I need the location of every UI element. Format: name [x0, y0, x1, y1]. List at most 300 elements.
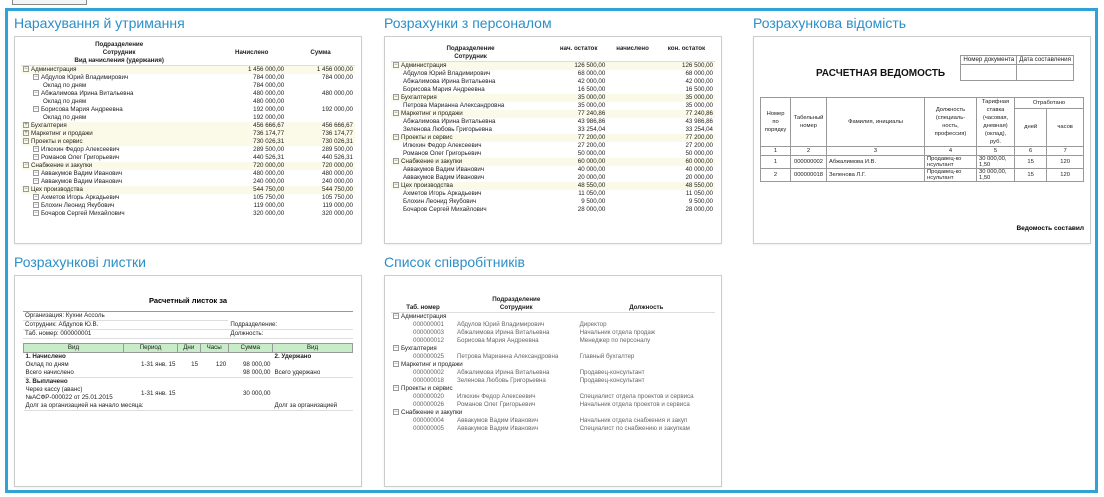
emp-cell-n: 000000025 — [413, 353, 444, 360]
ved-table — [760, 97, 1084, 182]
ved-cell-tab: 000000018 — [791, 169, 827, 182]
list-emp: Сотрудник: Абдулов Ю.В. — [23, 321, 228, 330]
pers-h1: Подразделение — [446, 45, 495, 52]
pers-row-text: Ахметов Игорь Аркадьевич — [403, 190, 482, 197]
pers-row — [391, 62, 715, 71]
card-list-preview[interactable] — [14, 275, 362, 487]
nach-row-text: Проекты и сервис — [31, 138, 83, 145]
emp-row — [391, 329, 715, 337]
emp-cell-p: Продавец-консультант — [579, 369, 645, 376]
pers-table — [391, 45, 715, 214]
list-pay-period: 1-31 янв. 15 — [141, 390, 176, 397]
tree-toggle-icon[interactable]: − — [34, 154, 38, 161]
list-h-period: Период — [124, 344, 178, 353]
nach-row-b: 730 026,31 — [322, 138, 353, 145]
pers-row-label — [391, 86, 550, 94]
pers-row-accrued — [607, 142, 658, 150]
card-nach[interactable] — [14, 14, 364, 246]
nach-row-a: 730 026,31 — [253, 138, 285, 145]
nach-row — [21, 146, 355, 154]
nach-row-text: Аввакумов Вадим Иванович — [41, 170, 123, 177]
nach-row-b: 192 000,00 — [322, 106, 353, 113]
pers-row-label — [391, 110, 550, 118]
nach-row — [21, 154, 355, 162]
top-button[interactable] — [12, 0, 87, 5]
emp-group-row — [391, 409, 715, 417]
nach-row-b: 240 000,00 — [322, 178, 353, 185]
nach-row — [21, 106, 355, 114]
emp-cell-f: Петрова Марианна Александровна — [456, 353, 559, 360]
nach-row — [21, 122, 355, 130]
nach-row-label — [21, 74, 217, 82]
ved-row — [761, 156, 1084, 169]
nach-row-text: Аввакумов Вадим Иванович — [41, 178, 123, 185]
emp-group-label — [391, 385, 715, 393]
nach-row-text: Цех производства — [31, 186, 83, 193]
emp-group-text: Проекты и сервис — [401, 385, 453, 392]
ved-docdate: Дата составления — [1017, 56, 1074, 65]
tree-toggle-icon[interactable]: − — [394, 345, 398, 352]
nach-row-a: 320 000,00 — [253, 210, 285, 217]
nach-col-b: Сумма — [310, 49, 331, 56]
card-nach-title[interactable]: Нарахування й утримання — [14, 15, 185, 31]
list-pos: Должность: — [228, 330, 353, 339]
tree-toggle-icon[interactable]: − — [34, 194, 38, 201]
emp-cell-p: Специалист по снабжению и закупкам — [579, 425, 690, 432]
pers-row-accrued — [607, 126, 658, 134]
emp-cell-p: Начальник отдела проектов и сервиса — [579, 401, 690, 408]
nach-col-a: Начислено — [235, 49, 269, 56]
pers-row-start: 68 000,00 — [577, 70, 606, 77]
ved-cell-n: 2 — [761, 169, 791, 182]
list-s1: 1. Начислено — [25, 353, 66, 360]
nach-row — [21, 90, 355, 98]
nach-row-a: 784 000,00 — [253, 82, 285, 89]
pers-row-label — [391, 166, 550, 174]
emp-group-label — [391, 361, 715, 369]
emp-group-row — [391, 345, 715, 353]
tree-toggle-icon[interactable]: − — [394, 134, 398, 141]
list-total-u: Всего удержано — [274, 369, 321, 376]
emp-cell-n: 000000020 — [413, 393, 444, 400]
list-h-vid: Вид — [24, 344, 124, 353]
ved-footer: Ведомость составил — [1016, 225, 1084, 232]
emp-row — [391, 353, 715, 361]
pers-row-text: Абдулов Юрий Владимирович — [403, 70, 491, 77]
ved-docbox — [960, 55, 1074, 81]
list-pay: Через кассу (аванс) №АСФР-000022 от 25.01.2015 — [25, 386, 113, 401]
pers-row-end: 11 050,00 — [685, 190, 713, 197]
nach-h1: Подразделение — [95, 41, 144, 48]
emp-row — [391, 377, 715, 385]
nach-row-text: Оклад по дням — [43, 98, 87, 105]
emp-cell-p: Специалист отдела проектов и сервиса — [579, 393, 694, 400]
ved-cell-d: 15 — [1015, 169, 1047, 182]
card-nach-preview[interactable] — [14, 36, 362, 244]
nach-row-label — [21, 130, 217, 138]
nach-row-a: 240 000,00 — [253, 178, 285, 185]
pers-row-start: 27 200,00 — [577, 142, 606, 149]
nach-row-label — [21, 114, 217, 122]
ved-cell-n: 1 — [761, 156, 791, 169]
tree-toggle-icon[interactable]: − — [394, 385, 398, 392]
list-pay-sum: 30 000,00 — [242, 390, 271, 397]
tree-toggle-icon[interactable]: − — [24, 162, 28, 169]
nach-row-a: 736 174,77 — [253, 130, 285, 137]
pers-h2: Сотрудник — [454, 53, 487, 60]
pers-row-accrued — [607, 94, 658, 102]
nach-row-a: 1 456 000,00 — [248, 66, 285, 73]
ved-h-hours: часов — [1047, 108, 1084, 146]
tree-toggle-icon[interactable]: − — [34, 178, 38, 185]
list-oklad-period: 1-31 янв. 15 — [141, 361, 176, 368]
pers-c2: начислено — [616, 45, 649, 52]
emp-rows — [391, 313, 715, 434]
card-emp[interactable] — [384, 253, 724, 489]
pers-row-start: 43 986,86 — [577, 118, 606, 125]
pers-row — [391, 78, 715, 86]
nach-row-a: 544 750,00 — [253, 186, 285, 193]
list-debt: Долг за организацией на начало месяца: — [25, 402, 144, 409]
list-total-n-sum: 98 000,00 — [242, 369, 271, 376]
pers-row — [391, 166, 715, 174]
pers-row — [391, 134, 715, 142]
emp-cell-f: Аввакумов Вадим Иванович — [456, 425, 539, 432]
nach-row-a: 440 526,31 — [253, 154, 285, 161]
tree-toggle-icon[interactable]: − — [34, 106, 38, 113]
nach-row-a: 105 750,00 — [253, 194, 285, 201]
list-debt2: Долг за организацией — [274, 402, 338, 409]
pers-row-end: 28 000,00 — [685, 206, 713, 213]
ved-cell-pos: Продавец-ко нсультант — [925, 169, 977, 182]
nach-h2: Сотрудник — [102, 49, 136, 56]
emp-cell-p: Начальник отдела снабжения и закуп — [579, 417, 688, 424]
ved-cell-fio: Зеленова Л.Г. — [827, 169, 925, 182]
tree-toggle-icon[interactable]: + — [24, 122, 28, 129]
nach-row-label — [21, 210, 217, 218]
tree-toggle-icon[interactable]: − — [394, 158, 398, 165]
pers-row-end: 50 000,00 — [685, 150, 713, 157]
nach-row-a: 480 000,00 — [253, 90, 285, 97]
nach-row — [21, 194, 355, 202]
pers-row-accrued — [607, 182, 658, 190]
nach-row-b: 736 174,77 — [322, 130, 353, 137]
nach-row-label — [21, 162, 217, 170]
ved-colnum: 7 — [1047, 147, 1084, 156]
pers-row-label — [391, 126, 550, 134]
ved-h-pos: Должность (специаль- ность, профессия) — [925, 98, 977, 147]
pers-row-end: 42 000,00 — [685, 78, 713, 85]
pers-row-accrued — [607, 198, 658, 206]
nach-row-b: 119 000,00 — [322, 202, 353, 209]
nach-row — [21, 130, 355, 138]
emp-cell-p: Начальник отдела продаж — [579, 329, 655, 336]
card-pers[interactable] — [384, 14, 724, 246]
emp-cell-f: Илюхин Федор Алексеевич — [456, 393, 536, 400]
nach-row-label — [21, 82, 217, 90]
nach-row — [21, 138, 355, 146]
emp-cell-n: 000000004 — [413, 417, 444, 424]
list-dep: Подразделение: — [228, 321, 353, 330]
nach-rows — [21, 66, 355, 219]
pers-row-text: Илюхин Федор Алексеевич — [403, 142, 482, 149]
pers-row-end: 40 000,00 — [685, 166, 713, 173]
card-ved-title[interactable]: Розрахункова відомість — [753, 15, 907, 31]
tree-toggle-icon[interactable]: − — [394, 409, 398, 416]
list-oklad: Оклад по дням — [25, 361, 69, 368]
pers-row-start: 77 240,86 — [577, 110, 606, 117]
emp-cell-f: Аввакумов Вадим Иванович — [456, 417, 539, 424]
tree-toggle-icon[interactable]: − — [34, 202, 38, 209]
pers-row-label — [391, 198, 550, 206]
nach-row-text: Блохин Леонид Якубович — [41, 202, 115, 209]
pers-row — [391, 190, 715, 198]
emp-cell-p: Менеджер по персоналу — [579, 337, 651, 344]
pers-row — [391, 182, 715, 190]
pers-row — [391, 142, 715, 150]
pers-row-end: 43 986,86 — [685, 118, 713, 125]
pers-row-text: Борисова Мария Андреевна — [403, 86, 485, 93]
pers-row-label — [391, 102, 550, 110]
pers-row-accrued — [607, 86, 658, 94]
reports-panel — [5, 8, 1098, 493]
list-table — [23, 343, 353, 411]
ved-header — [760, 55, 1084, 83]
pers-row-label — [391, 118, 550, 126]
pers-row-text: Абжалимова Ирина Витальевна — [403, 118, 496, 125]
emp-row — [391, 425, 715, 433]
pers-row-end: 20 000,00 — [685, 174, 713, 181]
nach-row-a: 119 000,00 — [253, 202, 285, 209]
pers-row — [391, 126, 715, 134]
ved-title: РАСЧЕТНАЯ ВЕДОМОСТЬ — [816, 68, 946, 79]
nach-table — [21, 41, 355, 218]
ved-cell-rate: 30 000,00, 1,50 — [977, 156, 1015, 169]
nach-row — [21, 178, 355, 186]
nach-row-label — [21, 66, 217, 75]
pers-row-text: Блохин Леонид Якубович — [403, 198, 477, 205]
pers-row-start: 28 000,00 — [577, 206, 606, 213]
nach-row-b: 1 456 000,00 — [316, 66, 353, 73]
card-ved[interactable] — [753, 14, 1093, 246]
pers-row-end: 60 000,00 — [685, 158, 713, 165]
pers-row-start: 48 550,00 — [577, 182, 606, 189]
tree-toggle-icon[interactable]: − — [24, 186, 28, 193]
pers-row-start: 35 000,00 — [577, 102, 606, 109]
emp-row — [391, 393, 715, 401]
ved-h-worked: Отработано — [1015, 98, 1084, 109]
nach-row-label — [21, 146, 217, 154]
pers-row-end: 126 500,00 — [682, 62, 713, 69]
tree-toggle-icon[interactable]: − — [24, 138, 28, 145]
nach-row — [21, 210, 355, 218]
pers-row-end: 48 550,00 — [685, 182, 713, 189]
card-ved-preview[interactable] — [753, 36, 1091, 244]
pers-row-text: Снабжение и закупки — [401, 158, 463, 165]
emp-cell-n: 000000012 — [413, 337, 444, 344]
card-emp-preview[interactable] — [384, 275, 722, 487]
pers-row-text: Бочаров Сергей Михайлович — [403, 206, 487, 213]
nach-row-b: 480 000,00 — [322, 170, 353, 177]
emp-row — [391, 321, 715, 329]
pers-row-label — [391, 94, 550, 102]
nach-row-label — [21, 170, 217, 178]
list-org: Организация: Кухни Ассоль — [23, 312, 228, 321]
tree-toggle-icon[interactable]: − — [34, 170, 38, 177]
pers-row — [391, 198, 715, 206]
ved-cell-fio: Абжалимова И.В. — [827, 156, 925, 169]
nach-row-a: 192 000,00 — [253, 114, 285, 121]
pers-row-start: 11 050,00 — [578, 190, 606, 197]
pers-row-accrued — [607, 118, 658, 126]
pers-rows — [391, 62, 715, 215]
pers-c3: кон. остаток — [667, 45, 706, 52]
list-h-days: Дни — [177, 344, 200, 353]
card-list-title[interactable]: Розрахункові листки — [14, 254, 146, 270]
emp-group-label — [391, 313, 715, 322]
list-oklad-days: 15 — [191, 361, 199, 368]
tree-toggle-icon[interactable]: − — [394, 361, 398, 368]
pers-row-start: 33 254,04 — [577, 126, 606, 133]
pers-row-start: 20 000,00 — [577, 174, 606, 181]
nach-row-label — [21, 178, 217, 186]
nach-row-text: Оклад по дням — [43, 82, 87, 89]
pers-row-accrued — [607, 150, 658, 158]
pers-row-label — [391, 174, 550, 182]
list-tab: Таб. номер: 000000001 — [23, 330, 228, 339]
emp-cell-n: 000000002 — [413, 369, 444, 376]
pers-row-end: 68 000,00 — [685, 70, 713, 77]
pers-row-label — [391, 142, 550, 150]
ved-h-fio: Фамилия, инициалы — [827, 98, 925, 147]
list-title: Расчетный листок за — [148, 296, 228, 305]
pers-row-end: 27 200,00 — [685, 142, 713, 149]
emp-cell-n: 000000018 — [413, 377, 444, 384]
card-emp-title[interactable]: Список співробітників — [384, 254, 525, 270]
pers-row-end: 77 240,86 — [685, 110, 713, 117]
card-pers-preview[interactable] — [384, 36, 722, 244]
pers-row-accrued — [607, 174, 658, 182]
emp-group-label — [391, 345, 715, 353]
nach-row-b: 544 750,00 — [322, 186, 353, 193]
pers-row-start: 77 200,00 — [577, 134, 606, 141]
pers-row-label — [391, 70, 550, 78]
pers-row-end: 77 200,00 — [685, 134, 713, 141]
list-oklad-hours: 120 — [215, 361, 227, 368]
card-list[interactable] — [14, 253, 364, 489]
nach-row-label — [21, 98, 217, 106]
tree-toggle-icon[interactable]: − — [34, 90, 38, 97]
nach-row — [21, 82, 355, 90]
nach-row-b — [286, 114, 355, 122]
emp-c3: Должность — [629, 304, 664, 311]
emp-cell-n: 000000026 — [413, 401, 444, 408]
pers-row-text: Петрова Марианна Александровна — [403, 102, 505, 109]
nach-row-text: Абжалимова Ирина Витальевна — [41, 90, 134, 97]
pers-row — [391, 110, 715, 118]
ved-colnum: 1 — [761, 147, 791, 156]
tree-toggle-icon[interactable]: − — [394, 62, 398, 69]
tree-toggle-icon[interactable]: − — [34, 74, 38, 81]
nach-row-b: 720 000,00 — [322, 162, 353, 169]
emp-group-text: Снабжение и закупки — [401, 409, 463, 416]
tree-toggle-icon[interactable]: − — [34, 210, 38, 217]
tree-toggle-icon[interactable]: − — [394, 182, 398, 189]
nach-row-text: Абдулов Юрий Владимирович — [41, 74, 129, 81]
pers-row — [391, 174, 715, 182]
tree-toggle-icon[interactable]: − — [34, 146, 38, 153]
emp-group-label — [391, 409, 715, 417]
emp-row — [391, 401, 715, 409]
pers-row-accrued — [607, 158, 658, 166]
card-pers-title[interactable]: Розрахунки з персоналом — [384, 15, 552, 31]
nach-row-label — [21, 122, 217, 130]
pers-row-text: Зеленова Любовь Григорьевна — [403, 126, 492, 133]
nach-row-label — [21, 186, 217, 194]
nach-row-b: 456 666,67 — [322, 122, 353, 129]
emp-row — [391, 337, 715, 345]
emp-cell-f: Абжалимова Ирина Витальевна — [456, 369, 550, 376]
nach-row-text: Романов Олег Григорьевич — [41, 154, 120, 161]
pers-row-end: 33 254,04 — [685, 126, 713, 133]
nach-row-label — [21, 194, 217, 202]
pers-row — [391, 86, 715, 94]
ved-cell-rate: 30 000,00, 1,50 — [977, 169, 1015, 182]
nach-h3: Вид начисления (удержания) — [74, 57, 164, 64]
pers-row — [391, 102, 715, 110]
nach-row-text: Илюхин Федор Алексеевич — [41, 146, 120, 153]
emp-cell-p: Главный бухгалтер — [579, 353, 635, 360]
nach-row-label — [21, 154, 217, 162]
ved-colnum: 6 — [1015, 147, 1047, 156]
nach-row-text: Бухгалтерия — [31, 122, 67, 129]
pers-row-end: 9 500,00 — [688, 198, 713, 205]
pers-row-text: Цех производства — [401, 182, 453, 189]
pers-row-accrued — [607, 70, 658, 78]
nach-row-b — [286, 82, 355, 90]
pers-row-accrued — [607, 166, 658, 174]
emp-cell-n: 000000001 — [413, 321, 444, 328]
nach-row-text: Борисова Мария Андреевна — [41, 106, 123, 113]
pers-row — [391, 206, 715, 214]
pers-row-label — [391, 62, 550, 71]
nach-row — [21, 202, 355, 210]
tree-toggle-icon[interactable]: − — [394, 94, 398, 101]
pers-row — [391, 70, 715, 78]
tree-toggle-icon[interactable]: − — [394, 313, 398, 320]
pers-row-text: Администрация — [401, 62, 447, 69]
pers-row-accrued — [607, 110, 658, 118]
ved-colnum: 4 — [925, 147, 977, 156]
pers-row-start: 40 000,00 — [577, 166, 606, 173]
pers-row-text: Аввакумов Вадим Иванович — [403, 166, 485, 173]
ved-colnum: 2 — [791, 147, 827, 156]
ved-row — [761, 169, 1084, 182]
nach-row-label — [21, 90, 217, 98]
nach-row — [21, 74, 355, 82]
pers-row-text: Бухгалтерия — [401, 94, 437, 101]
pers-row-start: 50 000,00 — [577, 150, 606, 157]
tree-toggle-icon[interactable]: − — [394, 110, 398, 117]
emp-group-text: Маркетинг и продажи — [401, 361, 463, 368]
tree-toggle-icon[interactable]: − — [24, 66, 28, 73]
emp-cell-n: 000000005 — [413, 425, 444, 432]
nach-row — [21, 98, 355, 106]
emp-row — [391, 369, 715, 377]
pers-row — [391, 150, 715, 158]
tree-toggle-icon[interactable]: + — [24, 130, 28, 137]
ved-cell-h: 120 — [1047, 169, 1084, 182]
